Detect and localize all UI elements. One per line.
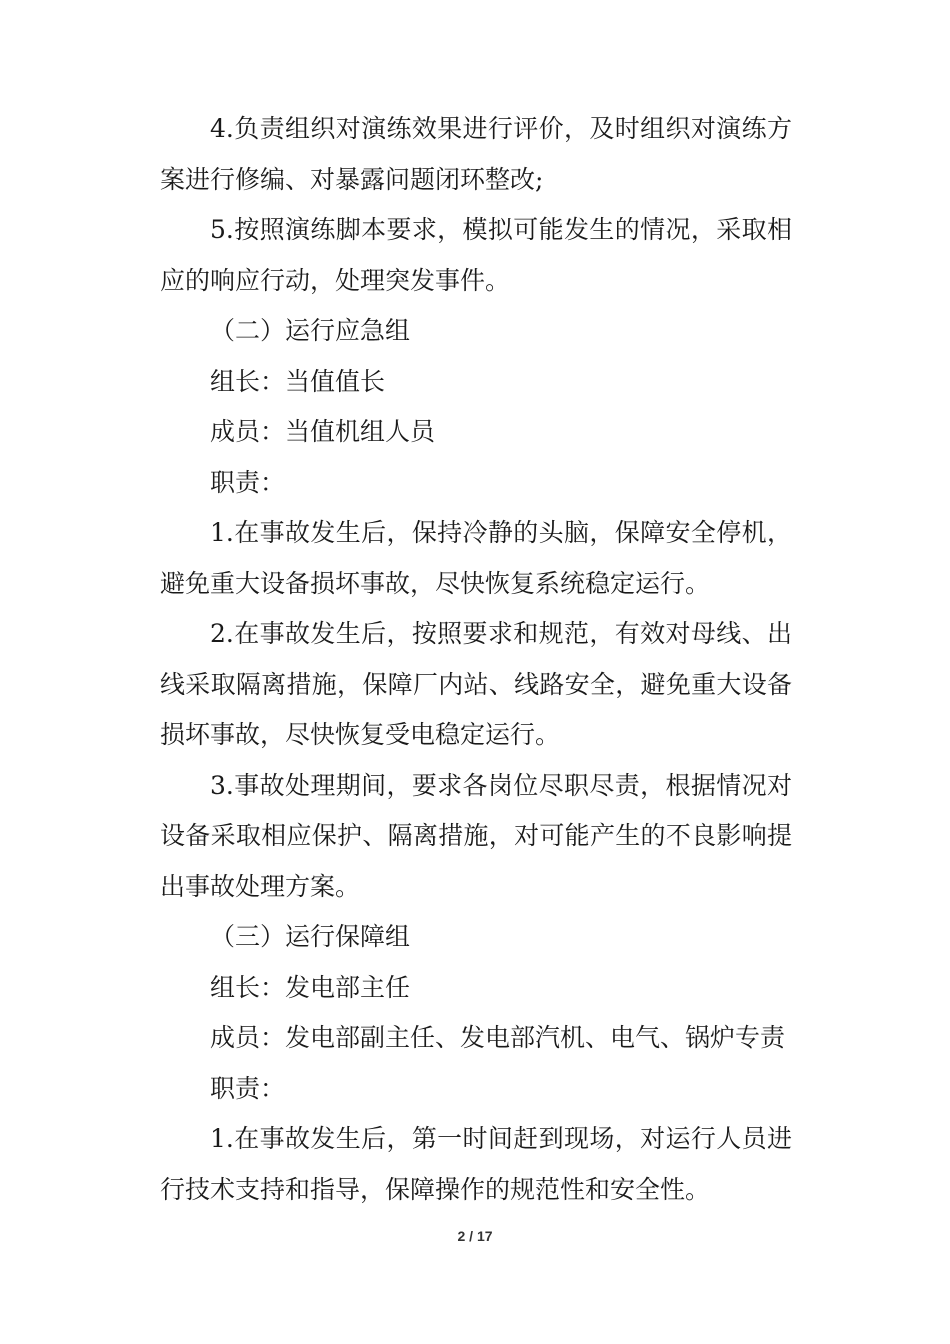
- paragraph-item-5: 5.按照演练脚本要求，模拟可能发生的情况，采取相应的响应行动，处理突发事件。: [160, 215, 792, 295]
- group-members-line: 成员：当值机组人员: [210, 417, 436, 446]
- section-heading-operation-support: （三）运行保障组: [210, 922, 411, 951]
- group-leader-line: 组长：当值值长: [210, 366, 386, 396]
- duties-label: 职责：: [210, 1073, 286, 1103]
- group-members-line: 成员：发电部副主任、发电部汽机、电气、锅炉专责: [210, 1023, 786, 1052]
- duty-item-2: 2.在事故发生后，按照要求和规范，有效对母线、出线采取隔离措施，保障厂内站、线路安全，避免重大设备损坏事故，尽快恢复受电稳定运行。: [160, 619, 792, 749]
- paragraph-item-4: 4.负责组织对演练效果进行评价，及时组织对演练方案进行修编、对暴露问题闭环整改;: [160, 114, 792, 194]
- duty-item-1: 1.在事故发生后，保持冷静的头脑，保障安全停机，避免重大设备损坏事故，尽快恢复系统稳定运行。: [160, 518, 792, 598]
- section-heading-operation-emergency: （二）运行应急组: [210, 316, 411, 345]
- duties-label: 职责：: [210, 467, 286, 497]
- duty-item-3: 3.事故处理期间，要求各岗位尽职尽责，根据情况对设备采取相应保护、隔离措施，对可能产生的不良影响提出事故处理方案。: [160, 770, 792, 901]
- group-leader-line: 组长：发电部主任: [210, 972, 411, 1002]
- page-number: 2 / 17: [457, 1228, 493, 1244]
- duty-item-1: 1.在事故发生后，第一时间赶到现场，对运行人员进行技术支持和指导，保障操作的规范性和安全性。: [160, 1124, 792, 1204]
- document-body: [160, 104, 792, 1215]
